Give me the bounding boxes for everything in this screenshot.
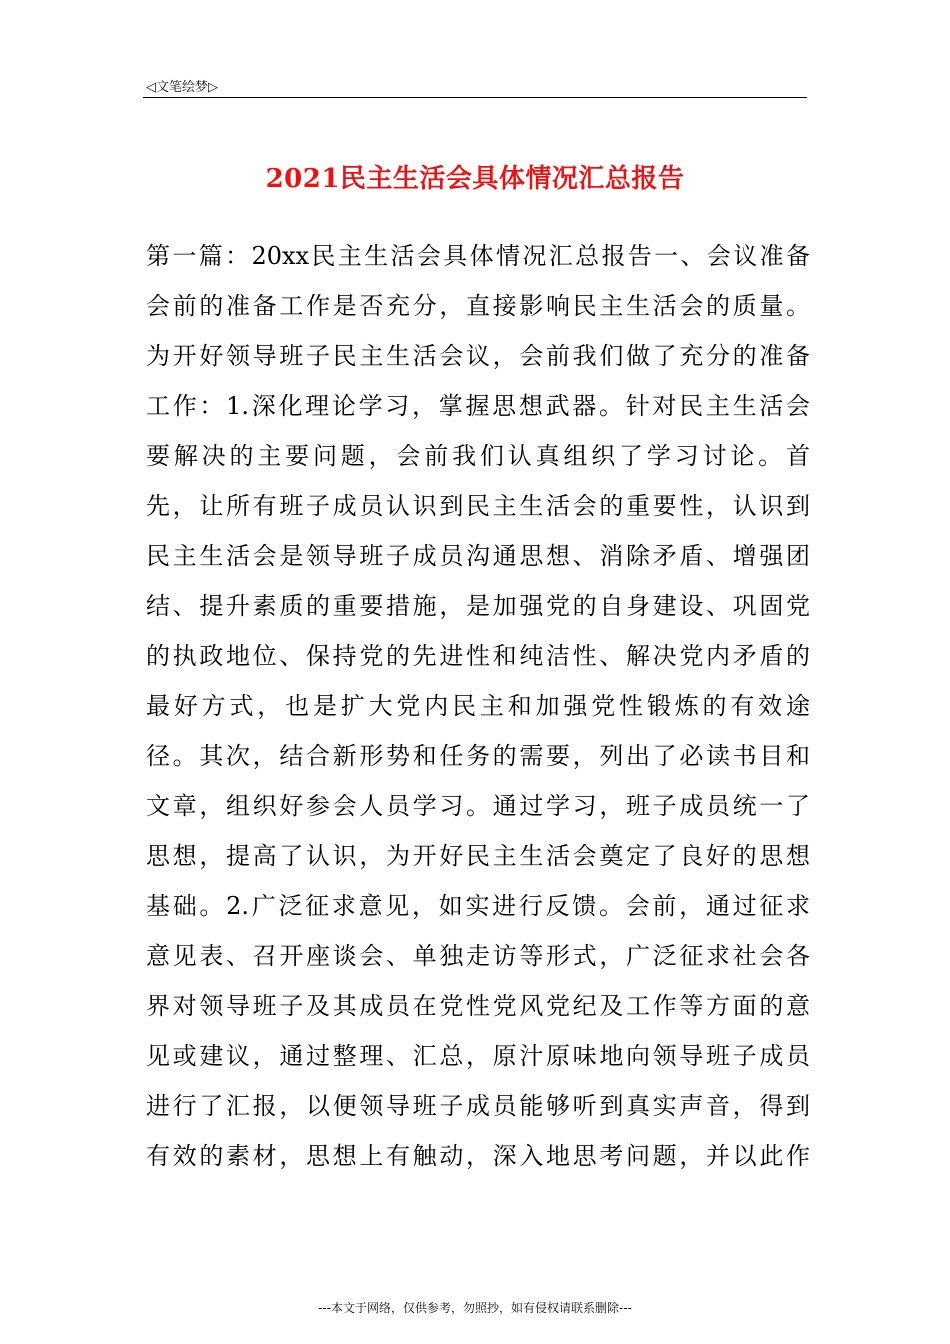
body-line: 进行了汇报，以便领导班子成员能够听到真实声音，得到 [146,1092,810,1120]
body-line: 结、提升素质的重要措施，是加强党的自身建设、巩固党 [146,592,810,620]
body-line: 要解决的主要问题，会前我们认真组织了学习讨论。首 [146,442,810,470]
body-line: 先，让所有班子成员认识到民主生活会的重要性，认识到 [146,492,810,520]
body-line: 最好方式，也是扩大党内民主和加强党性锻炼的有效途 [146,692,810,720]
body-line: 第一篇：20xx民主生活会具体情况汇总报告一、会议准备 [146,242,810,270]
footer-disclaimer: ---本文于网络，仅供参考，勿照抄，如有侵权请联系删除--- [318,1301,632,1315]
body-line: 会前的准备工作是否充分，直接影响民主生活会的质量。 [146,292,810,320]
body-line: 工作：1.深化理论学习，掌握思想武器。针对民主生活会 [146,392,810,420]
body-line: 思想，提高了认识，为开好民主生活会奠定了良好的思想 [146,842,810,870]
body-line: 基础。2.广泛征求意见，如实进行反馈。会前，通过征求 [146,892,810,920]
header-divider [143,97,807,98]
body-line: 见或建议，通过整理、汇总，原汁原味地向领导班子成员 [146,1042,810,1070]
header-label: ◁文笔绘梦▷ [146,80,218,95]
body-line: 民主生活会是领导班子成员沟通思想、消除矛盾、增强团 [146,542,810,570]
document-title: 2021民主生活会具体情况汇总报告 [265,164,685,194]
body-line: 文章，组织好参会人员学习。通过学习，班子成员统一了 [146,792,810,820]
document-body [146,238,810,1188]
body-line: 为开好领导班子民主生活会议，会前我们做了充分的准备 [146,342,810,370]
body-line: 有效的素材，思想上有触动，深入地思考问题，并以此作 [146,1142,810,1170]
body-line: 径。其次，结合新形势和任务的需要，列出了必读书目和 [146,742,810,770]
body-line: 的执政地位、保持党的先进性和纯洁性、解决党内矛盾的 [146,642,810,670]
body-line: 意见表、召开座谈会、单独走访等形式，广泛征求社会各 [146,942,810,970]
body-line: 界对领导班子及其成员在党性党风党纪及工作等方面的意 [146,992,810,1020]
